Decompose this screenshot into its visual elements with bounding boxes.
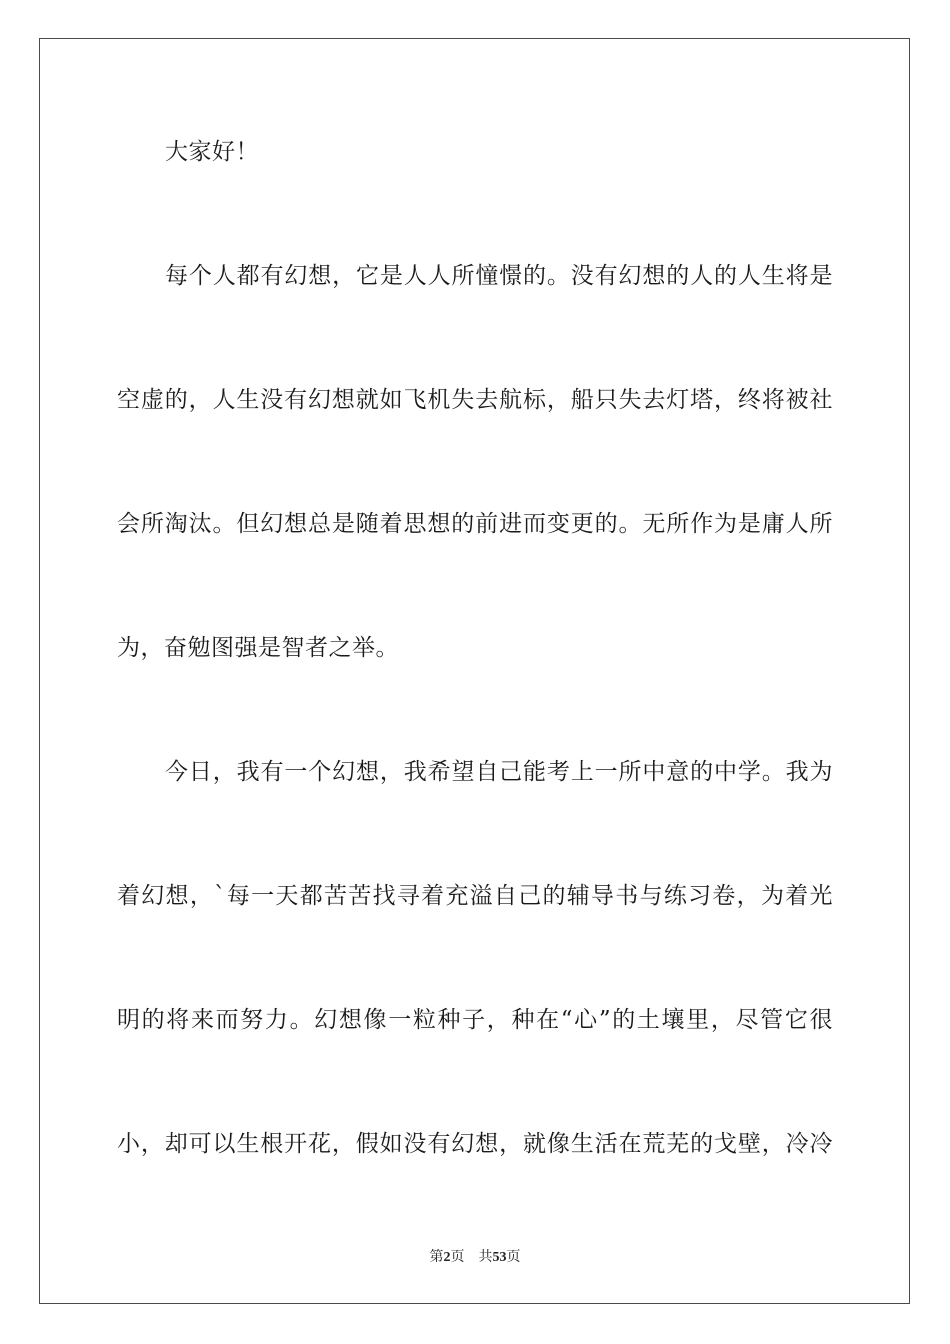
paragraph-1-line-1: 每个人都有幻想，它是人人所憧憬的。没有幻想的人的人生将是 (165, 263, 833, 289)
page-suffix: 页 (450, 1249, 465, 1265)
paragraph-2-line-2: 着幻想，`每一天都苦苦找寻着充溢自己的辅导书与练习卷，为着光 (117, 883, 833, 909)
greeting-line: 大家好！ (165, 139, 259, 165)
paragraph-1-line-4: 为，奋勉图强是智者之举。 (117, 635, 399, 661)
total-pages: 53 (492, 1250, 507, 1265)
paragraph-2-line-4: 小，却可以生根开花，假如没有幻想，就像生活在荒芜的戈壁，冷冷 (117, 1131, 833, 1157)
paragraph-1-line-3: 会所淘汰。但幻想总是随着思想的前进而变更的。无所作为是庸人所 (117, 511, 833, 537)
paragraph-2-line-3: 明的将来而努力。幻想像一粒种子，种在“心”的土壤里，尽管它很 (117, 1007, 833, 1033)
page-number: 2 (443, 1250, 451, 1265)
paragraph-1-line-2: 空虚的，人生没有幻想就如飞机失去航标，船只失去灯塔，终将被社 (117, 387, 833, 413)
page-border (39, 38, 910, 1304)
paragraph-2-line-1: 今日，我有一个幻想，我希望自己能考上一所中意的中学。我为 (165, 759, 833, 785)
total-prefix: 共 (478, 1249, 493, 1265)
page-prefix: 第 (429, 1249, 444, 1265)
total-suffix: 页 (506, 1249, 521, 1265)
page-footer (0, 1248, 950, 1267)
